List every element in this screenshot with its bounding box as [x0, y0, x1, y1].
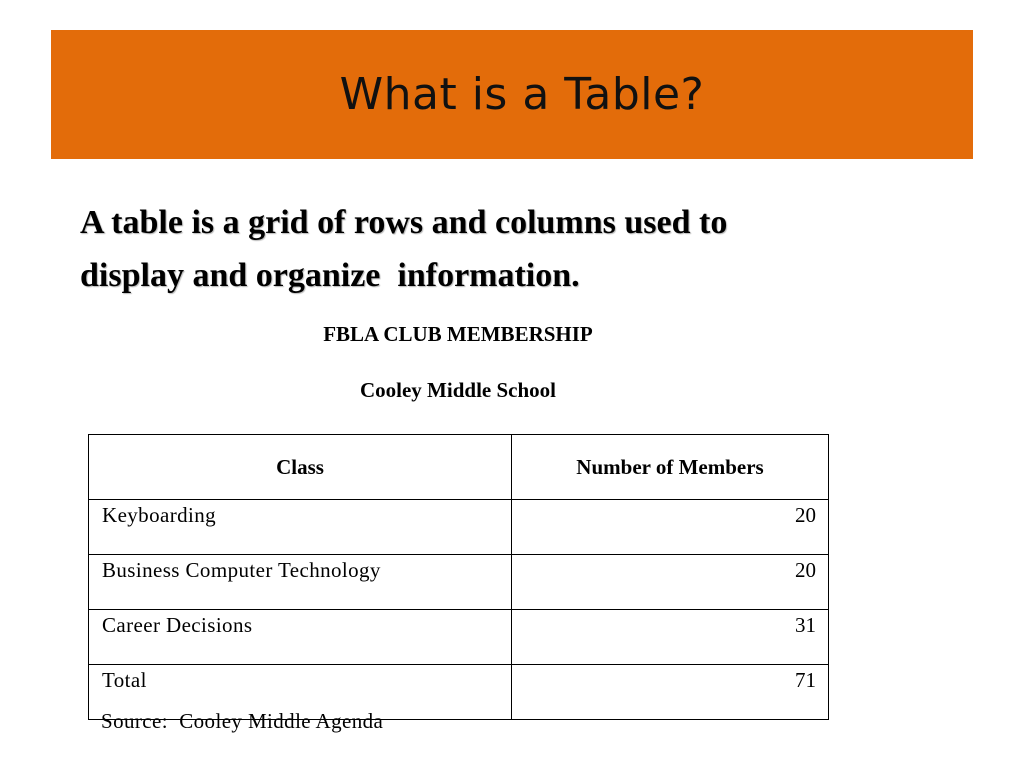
cell-members: 31 — [512, 610, 829, 665]
cell-class: Total — [89, 665, 512, 720]
header-number-of-members: Number of Members — [512, 435, 829, 500]
cell-members: 71 — [512, 665, 829, 720]
cell-members: 20 — [512, 500, 829, 555]
table-row — [89, 555, 829, 610]
table-row — [89, 610, 829, 665]
cell-members: 20 — [512, 555, 829, 610]
table-subtitle: Cooley Middle School — [359, 378, 556, 402]
header-class: Class — [89, 435, 512, 500]
cell-class: Business Computer Technology — [89, 555, 512, 610]
cell-class: Career Decisions — [89, 610, 512, 665]
cell-class: Keyboarding — [89, 500, 512, 555]
table-header-row — [89, 435, 829, 500]
table-source-note: Source: Cooley Middle Agenda — [101, 709, 384, 733]
membership-table — [88, 434, 829, 720]
table-row — [89, 500, 829, 555]
table-title: FBLA CLUB MEMBERSHIP — [323, 322, 593, 346]
title-bar — [51, 30, 973, 159]
slide-body-text: A table is a grid of rows and columns used to display and organize information. — [80, 204, 728, 294]
slide-title: What is a Table? — [339, 69, 705, 120]
